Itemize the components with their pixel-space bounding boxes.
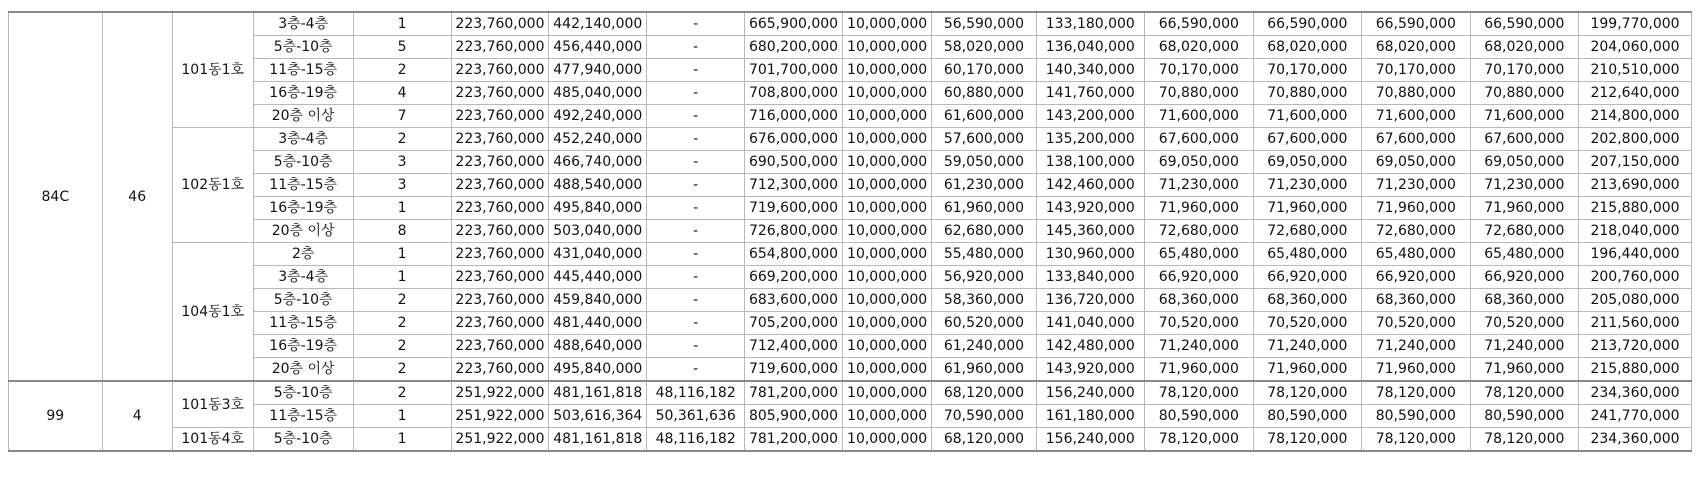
interim-payment-3-cell: 78,120,000 — [1253, 428, 1362, 452]
building-price-cell: 503,040,000 — [549, 220, 647, 243]
contract-deposit-1-cell: 10,000,000 — [842, 105, 931, 128]
building-price-cell: 456,440,000 — [549, 36, 647, 59]
unit-count-cell: 1 — [353, 197, 451, 220]
land-price-cell: 223,760,000 — [451, 36, 549, 59]
vat-cell: - — [647, 36, 745, 59]
table-row — [9, 335, 1692, 358]
balance-payment-cell: 204,060,000 — [1579, 36, 1692, 59]
interim-payment-2-cell: 68,360,000 — [1145, 289, 1254, 312]
interim-payment-1-cell: 133,840,000 — [1036, 266, 1145, 289]
interim-payment-2-cell: 67,600,000 — [1145, 128, 1254, 151]
building-price-cell: 481,161,818 — [549, 428, 647, 452]
land-price-cell: 223,760,000 — [451, 312, 549, 335]
interim-payment-1-cell: 156,240,000 — [1036, 428, 1145, 452]
unit-count-cell: 1 — [353, 12, 451, 36]
unit-count-cell: 3 — [353, 151, 451, 174]
table-row — [9, 381, 1692, 405]
contract-deposit-2-cell: 61,600,000 — [932, 105, 1036, 128]
interim-payment-3-cell: 65,480,000 — [1253, 243, 1362, 266]
interim-payment-3-cell: 70,520,000 — [1253, 312, 1362, 335]
contract-deposit-2-cell: 56,920,000 — [932, 266, 1036, 289]
interim-payment-5-cell: 78,120,000 — [1470, 428, 1579, 452]
building-price-cell: 477,940,000 — [549, 59, 647, 82]
contract-deposit-2-cell: 68,120,000 — [932, 381, 1036, 405]
contract-deposit-2-cell: 61,240,000 — [932, 335, 1036, 358]
interim-payment-3-cell: 80,590,000 — [1253, 405, 1362, 428]
land-price-cell: 223,760,000 — [451, 59, 549, 82]
table-row — [9, 128, 1692, 151]
interim-payment-4-cell: 66,920,000 — [1362, 266, 1471, 289]
contract-deposit-1-cell: 10,000,000 — [842, 59, 931, 82]
unit-count-cell: 7 — [353, 105, 451, 128]
interim-payment-3-cell: 67,600,000 — [1253, 128, 1362, 151]
unit-count-cell: 2 — [353, 312, 451, 335]
interim-payment-2-cell: 70,520,000 — [1145, 312, 1254, 335]
total-price-cell: 669,200,000 — [745, 266, 843, 289]
unit-count-cell: 5 — [353, 36, 451, 59]
interim-payment-5-cell: 67,600,000 — [1470, 128, 1579, 151]
floor-range-cell: 20층 이상 — [253, 105, 353, 128]
table-row — [9, 36, 1692, 59]
table-row — [9, 82, 1692, 105]
interim-payment-5-cell: 71,960,000 — [1470, 197, 1579, 220]
interim-payment-3-cell: 66,920,000 — [1253, 266, 1362, 289]
balance-payment-cell: 202,800,000 — [1579, 128, 1692, 151]
floor-range-cell: 5층-10층 — [253, 36, 353, 59]
price-table-container — [8, 11, 1692, 452]
unit-count-cell: 3 — [353, 174, 451, 197]
unit-type-cell: 84C — [9, 12, 103, 381]
vat-cell: - — [647, 243, 745, 266]
contract-deposit-1-cell: 10,000,000 — [842, 128, 931, 151]
total-price-cell: 701,700,000 — [745, 59, 843, 82]
table-row — [9, 243, 1692, 266]
contract-deposit-2-cell: 61,960,000 — [932, 197, 1036, 220]
interim-payment-4-cell: 78,120,000 — [1362, 381, 1471, 405]
price-table-body — [9, 12, 1692, 451]
interim-payment-4-cell: 70,170,000 — [1362, 59, 1471, 82]
floor-range-cell: 11층-15층 — [253, 312, 353, 335]
contract-deposit-1-cell: 10,000,000 — [842, 266, 931, 289]
floor-range-cell: 20층 이상 — [253, 220, 353, 243]
interim-payment-5-cell: 68,360,000 — [1470, 289, 1579, 312]
type-unit-total-cell: 46 — [102, 12, 172, 381]
vat-cell: 48,116,182 — [647, 381, 745, 405]
interim-payment-4-cell: 68,020,000 — [1362, 36, 1471, 59]
interim-payment-4-cell: 71,600,000 — [1362, 105, 1471, 128]
unit-count-cell: 2 — [353, 128, 451, 151]
balance-payment-cell: 212,640,000 — [1579, 82, 1692, 105]
total-price-cell: 712,300,000 — [745, 174, 843, 197]
table-row — [9, 59, 1692, 82]
contract-deposit-1-cell: 10,000,000 — [842, 405, 931, 428]
interim-payment-4-cell: 70,880,000 — [1362, 82, 1471, 105]
land-price-cell: 251,922,000 — [451, 428, 549, 452]
contract-deposit-1-cell: 10,000,000 — [842, 12, 931, 36]
contract-deposit-2-cell: 58,360,000 — [932, 289, 1036, 312]
land-price-cell: 223,760,000 — [451, 220, 549, 243]
interim-payment-1-cell: 142,480,000 — [1036, 335, 1145, 358]
interim-payment-2-cell: 68,020,000 — [1145, 36, 1254, 59]
interim-payment-1-cell: 156,240,000 — [1036, 381, 1145, 405]
price-table — [8, 11, 1692, 452]
contract-deposit-1-cell: 10,000,000 — [842, 358, 931, 382]
total-price-cell: 708,800,000 — [745, 82, 843, 105]
building-price-cell: 466,740,000 — [549, 151, 647, 174]
vat-cell: - — [647, 335, 745, 358]
building-price-cell: 452,240,000 — [549, 128, 647, 151]
contract-deposit-1-cell: 10,000,000 — [842, 243, 931, 266]
land-price-cell: 223,760,000 — [451, 12, 549, 36]
building-line-cell: 101동3호 — [172, 381, 253, 428]
contract-deposit-1-cell: 10,000,000 — [842, 312, 931, 335]
building-price-cell: 488,640,000 — [549, 335, 647, 358]
type-unit-total-cell: 4 — [102, 381, 172, 451]
unit-count-cell: 1 — [353, 266, 451, 289]
interim-payment-1-cell: 161,180,000 — [1036, 405, 1145, 428]
land-price-cell: 223,760,000 — [451, 174, 549, 197]
interim-payment-5-cell: 71,600,000 — [1470, 105, 1579, 128]
unit-type-cell: 99 — [9, 381, 103, 451]
contract-deposit-2-cell: 70,590,000 — [932, 405, 1036, 428]
total-price-cell: 676,000,000 — [745, 128, 843, 151]
floor-range-cell: 16층-19층 — [253, 82, 353, 105]
balance-payment-cell: 211,560,000 — [1579, 312, 1692, 335]
total-price-cell: 726,800,000 — [745, 220, 843, 243]
table-row — [9, 405, 1692, 428]
floor-range-cell: 3층-4층 — [253, 128, 353, 151]
vat-cell: - — [647, 128, 745, 151]
total-price-cell: 781,200,000 — [745, 381, 843, 405]
vat-cell: 48,116,182 — [647, 428, 745, 452]
contract-deposit-1-cell: 10,000,000 — [842, 151, 931, 174]
unit-count-cell: 1 — [353, 428, 451, 452]
interim-payment-2-cell: 71,230,000 — [1145, 174, 1254, 197]
balance-payment-cell: 213,720,000 — [1579, 335, 1692, 358]
total-price-cell: 680,200,000 — [745, 36, 843, 59]
balance-payment-cell: 234,360,000 — [1579, 428, 1692, 452]
land-price-cell: 223,760,000 — [451, 105, 549, 128]
total-price-cell: 654,800,000 — [745, 243, 843, 266]
table-row — [9, 220, 1692, 243]
vat-cell: - — [647, 12, 745, 36]
interim-payment-3-cell: 69,050,000 — [1253, 151, 1362, 174]
interim-payment-5-cell: 72,680,000 — [1470, 220, 1579, 243]
floor-range-cell: 3층-4층 — [253, 266, 353, 289]
interim-payment-1-cell: 143,920,000 — [1036, 197, 1145, 220]
interim-payment-3-cell: 71,230,000 — [1253, 174, 1362, 197]
contract-deposit-2-cell: 55,480,000 — [932, 243, 1036, 266]
table-row — [9, 151, 1692, 174]
interim-payment-1-cell: 138,100,000 — [1036, 151, 1145, 174]
interim-payment-4-cell: 68,360,000 — [1362, 289, 1471, 312]
building-price-cell: 459,840,000 — [549, 289, 647, 312]
table-row — [9, 428, 1692, 452]
interim-payment-2-cell: 70,170,000 — [1145, 59, 1254, 82]
interim-payment-1-cell: 130,960,000 — [1036, 243, 1145, 266]
interim-payment-2-cell: 71,960,000 — [1145, 358, 1254, 382]
total-price-cell: 719,600,000 — [745, 197, 843, 220]
building-price-cell: 495,840,000 — [549, 358, 647, 382]
total-price-cell: 781,200,000 — [745, 428, 843, 452]
contract-deposit-1-cell: 10,000,000 — [842, 36, 931, 59]
interim-payment-2-cell: 71,960,000 — [1145, 197, 1254, 220]
interim-payment-3-cell: 68,020,000 — [1253, 36, 1362, 59]
contract-deposit-2-cell: 60,170,000 — [932, 59, 1036, 82]
interim-payment-3-cell: 70,880,000 — [1253, 82, 1362, 105]
interim-payment-3-cell: 68,360,000 — [1253, 289, 1362, 312]
building-line-cell: 102동1호 — [172, 128, 253, 243]
building-price-cell: 431,040,000 — [549, 243, 647, 266]
interim-payment-2-cell: 78,120,000 — [1145, 381, 1254, 405]
contract-deposit-2-cell: 60,880,000 — [932, 82, 1036, 105]
land-price-cell: 251,922,000 — [451, 405, 549, 428]
interim-payment-3-cell: 71,960,000 — [1253, 358, 1362, 382]
contract-deposit-1-cell: 10,000,000 — [842, 381, 931, 405]
contract-deposit-2-cell: 68,120,000 — [932, 428, 1036, 452]
interim-payment-2-cell: 66,590,000 — [1145, 12, 1254, 36]
table-row — [9, 12, 1692, 36]
balance-payment-cell: 234,360,000 — [1579, 381, 1692, 405]
interim-payment-2-cell: 70,880,000 — [1145, 82, 1254, 105]
interim-payment-1-cell: 136,720,000 — [1036, 289, 1145, 312]
vat-cell: - — [647, 197, 745, 220]
floor-range-cell: 5층-10층 — [253, 151, 353, 174]
interim-payment-4-cell: 72,680,000 — [1362, 220, 1471, 243]
interim-payment-1-cell: 141,040,000 — [1036, 312, 1145, 335]
building-price-cell: 445,440,000 — [549, 266, 647, 289]
building-price-cell: 481,440,000 — [549, 312, 647, 335]
interim-payment-4-cell: 65,480,000 — [1362, 243, 1471, 266]
vat-cell: - — [647, 151, 745, 174]
land-price-cell: 223,760,000 — [451, 197, 549, 220]
interim-payment-1-cell: 133,180,000 — [1036, 12, 1145, 36]
unit-count-cell: 2 — [353, 289, 451, 312]
total-price-cell: 690,500,000 — [745, 151, 843, 174]
interim-payment-5-cell: 70,520,000 — [1470, 312, 1579, 335]
interim-payment-2-cell: 72,680,000 — [1145, 220, 1254, 243]
building-price-cell: 442,140,000 — [549, 12, 647, 36]
contract-deposit-2-cell: 57,600,000 — [932, 128, 1036, 151]
contract-deposit-1-cell: 10,000,000 — [842, 335, 931, 358]
interim-payment-5-cell: 71,960,000 — [1470, 358, 1579, 382]
interim-payment-1-cell: 136,040,000 — [1036, 36, 1145, 59]
interim-payment-3-cell: 71,960,000 — [1253, 197, 1362, 220]
land-price-cell: 251,922,000 — [451, 381, 549, 405]
vat-cell: - — [647, 312, 745, 335]
vat-cell: - — [647, 105, 745, 128]
building-price-cell: 503,616,364 — [549, 405, 647, 428]
interim-payment-3-cell: 66,590,000 — [1253, 12, 1362, 36]
total-price-cell: 705,200,000 — [745, 312, 843, 335]
interim-payment-4-cell: 70,520,000 — [1362, 312, 1471, 335]
building-line-cell: 101동4호 — [172, 428, 253, 452]
vat-cell: - — [647, 174, 745, 197]
table-row — [9, 266, 1692, 289]
interim-payment-2-cell: 66,920,000 — [1145, 266, 1254, 289]
interim-payment-2-cell: 80,590,000 — [1145, 405, 1254, 428]
contract-deposit-1-cell: 10,000,000 — [842, 82, 931, 105]
interim-payment-3-cell: 70,170,000 — [1253, 59, 1362, 82]
interim-payment-3-cell: 71,240,000 — [1253, 335, 1362, 358]
interim-payment-4-cell: 71,960,000 — [1362, 358, 1471, 382]
contract-deposit-1-cell: 10,000,000 — [842, 289, 931, 312]
unit-count-cell: 1 — [353, 243, 451, 266]
total-price-cell: 712,400,000 — [745, 335, 843, 358]
interim-payment-5-cell: 71,230,000 — [1470, 174, 1579, 197]
interim-payment-5-cell: 71,240,000 — [1470, 335, 1579, 358]
vat-cell: - — [647, 266, 745, 289]
land-price-cell: 223,760,000 — [451, 128, 549, 151]
unit-count-cell: 2 — [353, 59, 451, 82]
vat-cell: - — [647, 82, 745, 105]
contract-deposit-1-cell: 10,000,000 — [842, 428, 931, 452]
unit-count-cell: 1 — [353, 405, 451, 428]
total-price-cell: 805,900,000 — [745, 405, 843, 428]
unit-count-cell: 2 — [353, 335, 451, 358]
floor-range-cell: 16층-19층 — [253, 335, 353, 358]
interim-payment-5-cell: 78,120,000 — [1470, 381, 1579, 405]
land-price-cell: 223,760,000 — [451, 289, 549, 312]
interim-payment-5-cell: 80,590,000 — [1470, 405, 1579, 428]
balance-payment-cell: 241,770,000 — [1579, 405, 1692, 428]
land-price-cell: 223,760,000 — [451, 243, 549, 266]
interim-payment-4-cell: 71,960,000 — [1362, 197, 1471, 220]
land-price-cell: 223,760,000 — [451, 335, 549, 358]
contract-deposit-2-cell: 56,590,000 — [932, 12, 1036, 36]
floor-range-cell: 5층-10층 — [253, 428, 353, 452]
interim-payment-1-cell: 145,360,000 — [1036, 220, 1145, 243]
interim-payment-2-cell: 71,600,000 — [1145, 105, 1254, 128]
contract-deposit-2-cell: 61,230,000 — [932, 174, 1036, 197]
contract-deposit-1-cell: 10,000,000 — [842, 174, 931, 197]
interim-payment-2-cell: 65,480,000 — [1145, 243, 1254, 266]
floor-range-cell: 3층-4층 — [253, 12, 353, 36]
balance-payment-cell: 218,040,000 — [1579, 220, 1692, 243]
balance-payment-cell: 215,880,000 — [1579, 197, 1692, 220]
interim-payment-2-cell: 71,240,000 — [1145, 335, 1254, 358]
contract-deposit-2-cell: 61,960,000 — [932, 358, 1036, 382]
interim-payment-1-cell: 141,760,000 — [1036, 82, 1145, 105]
land-price-cell: 223,760,000 — [451, 358, 549, 382]
interim-payment-4-cell: 78,120,000 — [1362, 428, 1471, 452]
interim-payment-5-cell: 66,590,000 — [1470, 12, 1579, 36]
balance-payment-cell: 199,770,000 — [1579, 12, 1692, 36]
interim-payment-5-cell: 70,170,000 — [1470, 59, 1579, 82]
total-price-cell: 665,900,000 — [745, 12, 843, 36]
interim-payment-5-cell: 68,020,000 — [1470, 36, 1579, 59]
vat-cell: - — [647, 220, 745, 243]
interim-payment-1-cell: 135,200,000 — [1036, 128, 1145, 151]
interim-payment-1-cell: 142,460,000 — [1036, 174, 1145, 197]
balance-payment-cell: 196,440,000 — [1579, 243, 1692, 266]
table-row — [9, 289, 1692, 312]
interim-payment-4-cell: 69,050,000 — [1362, 151, 1471, 174]
balance-payment-cell: 214,800,000 — [1579, 105, 1692, 128]
interim-payment-5-cell: 66,920,000 — [1470, 266, 1579, 289]
floor-range-cell: 11층-15층 — [253, 59, 353, 82]
total-price-cell: 683,600,000 — [745, 289, 843, 312]
building-price-cell: 495,840,000 — [549, 197, 647, 220]
table-row — [9, 174, 1692, 197]
vat-cell: 50,361,636 — [647, 405, 745, 428]
building-price-cell: 481,161,818 — [549, 381, 647, 405]
interim-payment-1-cell: 143,920,000 — [1036, 358, 1145, 382]
contract-deposit-2-cell: 60,520,000 — [932, 312, 1036, 335]
interim-payment-3-cell: 78,120,000 — [1253, 381, 1362, 405]
interim-payment-5-cell: 70,880,000 — [1470, 82, 1579, 105]
interim-payment-2-cell: 78,120,000 — [1145, 428, 1254, 452]
balance-payment-cell: 200,760,000 — [1579, 266, 1692, 289]
total-price-cell: 716,000,000 — [745, 105, 843, 128]
contract-deposit-2-cell: 59,050,000 — [932, 151, 1036, 174]
table-row — [9, 197, 1692, 220]
contract-deposit-1-cell: 10,000,000 — [842, 220, 931, 243]
interim-payment-1-cell: 143,200,000 — [1036, 105, 1145, 128]
floor-range-cell: 20층 이상 — [253, 358, 353, 382]
interim-payment-4-cell: 80,590,000 — [1362, 405, 1471, 428]
interim-payment-5-cell: 69,050,000 — [1470, 151, 1579, 174]
floor-range-cell: 11층-15층 — [253, 174, 353, 197]
vat-cell: - — [647, 59, 745, 82]
floor-range-cell: 16층-19층 — [253, 197, 353, 220]
table-row — [9, 358, 1692, 382]
interim-payment-4-cell: 71,230,000 — [1362, 174, 1471, 197]
interim-payment-2-cell: 69,050,000 — [1145, 151, 1254, 174]
building-line-cell: 101동1호 — [172, 12, 253, 128]
contract-deposit-2-cell: 58,020,000 — [932, 36, 1036, 59]
building-line-cell: 104동1호 — [172, 243, 253, 382]
balance-payment-cell: 207,150,000 — [1579, 151, 1692, 174]
vat-cell: - — [647, 289, 745, 312]
building-price-cell: 485,040,000 — [549, 82, 647, 105]
land-price-cell: 223,760,000 — [451, 151, 549, 174]
interim-payment-5-cell: 65,480,000 — [1470, 243, 1579, 266]
balance-payment-cell: 215,880,000 — [1579, 358, 1692, 382]
balance-payment-cell: 205,080,000 — [1579, 289, 1692, 312]
unit-count-cell: 2 — [353, 358, 451, 382]
floor-range-cell: 5층-10층 — [253, 289, 353, 312]
interim-payment-4-cell: 66,590,000 — [1362, 12, 1471, 36]
building-price-cell: 492,240,000 — [549, 105, 647, 128]
interim-payment-1-cell: 140,340,000 — [1036, 59, 1145, 82]
interim-payment-3-cell: 72,680,000 — [1253, 220, 1362, 243]
unit-count-cell: 8 — [353, 220, 451, 243]
floor-range-cell: 5층-10층 — [253, 381, 353, 405]
unit-count-cell: 2 — [353, 381, 451, 405]
land-price-cell: 223,760,000 — [451, 82, 549, 105]
contract-deposit-2-cell: 62,680,000 — [932, 220, 1036, 243]
interim-payment-4-cell: 67,600,000 — [1362, 128, 1471, 151]
unit-count-cell: 4 — [353, 82, 451, 105]
total-price-cell: 719,600,000 — [745, 358, 843, 382]
floor-range-cell: 2층 — [253, 243, 353, 266]
floor-range-cell: 11층-15층 — [253, 405, 353, 428]
contract-deposit-1-cell: 10,000,000 — [842, 197, 931, 220]
interim-payment-4-cell: 71,240,000 — [1362, 335, 1471, 358]
table-row — [9, 312, 1692, 335]
table-row — [9, 105, 1692, 128]
balance-payment-cell: 213,690,000 — [1579, 174, 1692, 197]
vat-cell: - — [647, 358, 745, 382]
building-price-cell: 488,540,000 — [549, 174, 647, 197]
balance-payment-cell: 210,510,000 — [1579, 59, 1692, 82]
land-price-cell: 223,760,000 — [451, 266, 549, 289]
interim-payment-3-cell: 71,600,000 — [1253, 105, 1362, 128]
